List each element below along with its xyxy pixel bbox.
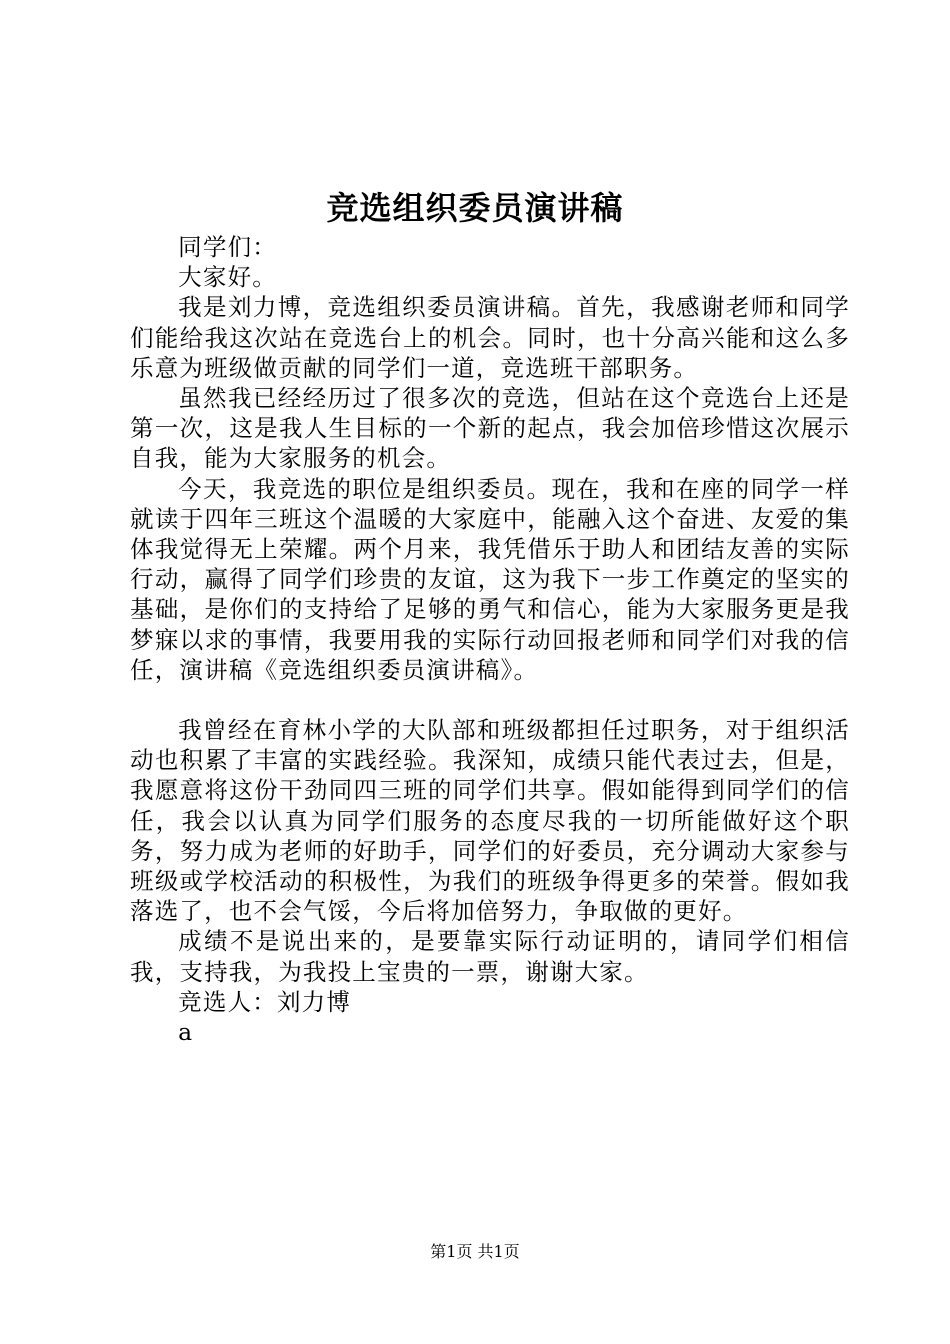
- document-body: [130, 232, 850, 1047]
- signature-line: 竞选人：刘力博: [178, 987, 352, 1016]
- paragraph-intro: 我是刘力博，竞选组织委员演讲稿。首先，我感谢老师和同学们能给我这次站在竞选台上的机会。同时，也十分高兴能和这么多乐意为班级做贡献的同学们一道，竞选班干部职务。: [130, 293, 850, 382]
- paragraph-promise: 我曾经在育林小学的大队部和班级都担任过职务，对于组织活动也积累了丰富的实践经验。我深知，成绩只能代表过去，但是，我愿意将这份干劲同四三班的同学们共享。假如能得到同学们的信任，我会以认真为同学们服务的态度尽我的一切所能做好这个职务，努力成为老师的好助手，同学们的好委员，充分调动大家参与班级或学校活动的积极性，为我们的班级争得更多的荣誉。假如我落选了，也不会气馁，今后将加倍努力，争取做的更好。: [130, 716, 850, 926]
- page-footer: 第1页 共1页: [430, 1242, 520, 1261]
- paragraph-experience: 虽然我已经经历过了很多次的竞选，但站在这个竞选台上还是第一次，这是我人生目标的一个新的起点，我会加倍珍惜这次展示自我，能为大家服务的机会。: [130, 384, 850, 473]
- trailing-mark: a: [178, 1018, 194, 1047]
- paragraph-position: 今天，我竞选的职位是组织委员。现在，我和在座的同学一样就读于四年三班这个温暖的大家庭中，能融入这个奋进、友爱的集体我觉得无上荣耀。两个月来，我凭借乐于助人和团结友善的实际行动，赢得了同学们珍贵的友谊，这为我下一步工作奠定的坚实的基础，是你们的支持给了足够的勇气和信心，能为大家服务更是我梦寐以求的事情，我要用我的实际行动回报老师和同学们对我的信任，演讲稿《竞选组织委员演讲稿》。: [130, 474, 850, 684]
- paragraph-closing: 成绩不是说出来的，是要靠实际行动证明的，请同学们相信我，支持我，为我投上宝贵的一票，谢谢大家。: [130, 927, 850, 986]
- salutation-line: 大家好。: [178, 263, 277, 292]
- document-title: 竞选组织委员演讲稿: [326, 189, 624, 227]
- greeting-line: 同学们：: [178, 233, 277, 261]
